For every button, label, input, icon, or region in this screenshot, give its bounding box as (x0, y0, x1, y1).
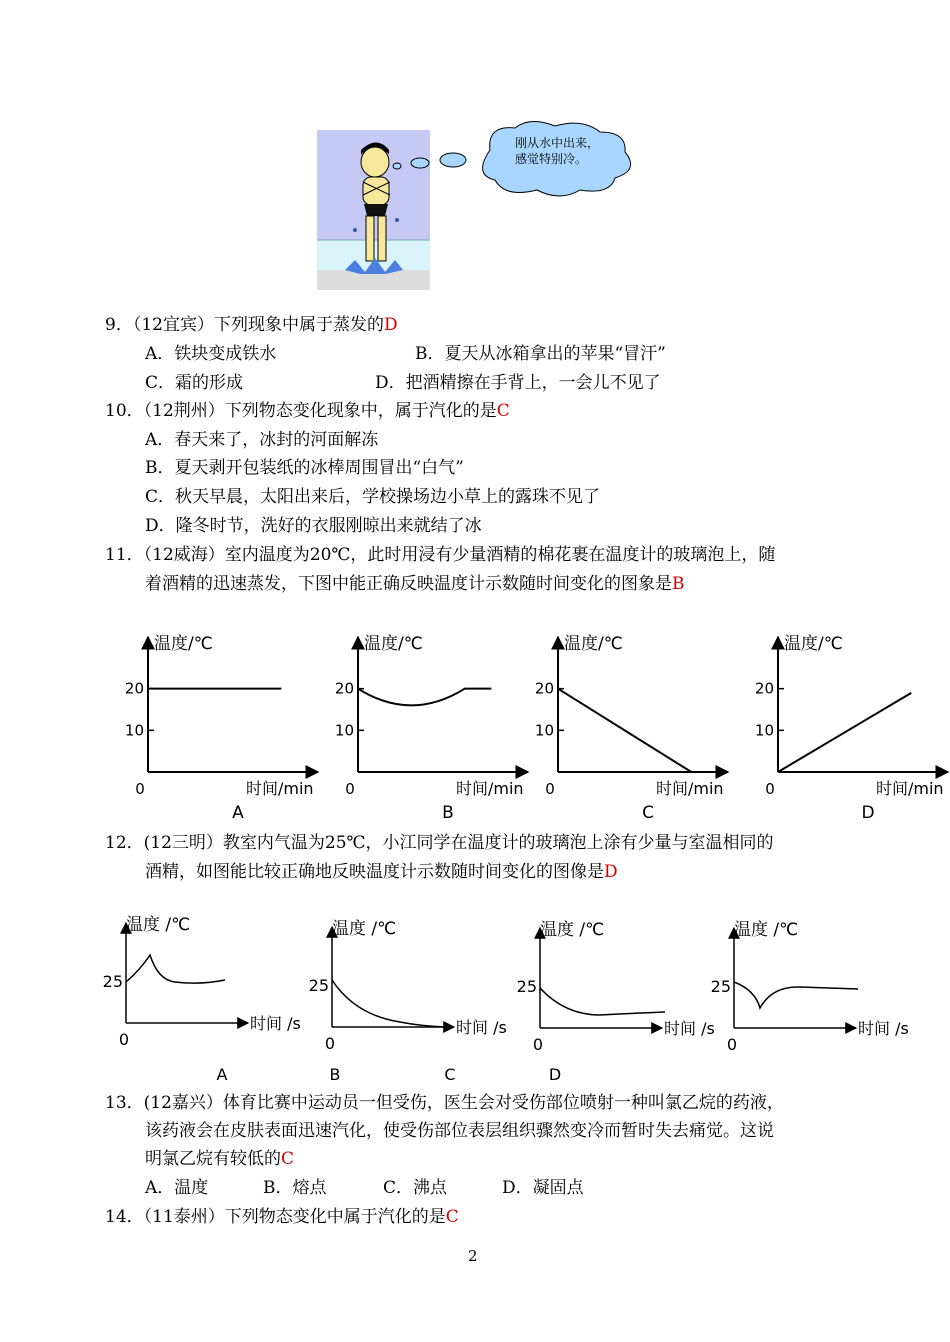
bubble-text-1: 刚从水中出来， (514, 136, 600, 150)
q12-b-origin: 0 (324, 1034, 336, 1053)
q9-option-c: C．霜的形成 (145, 373, 244, 393)
q11-b-panel-label: B (442, 803, 454, 823)
q13-stem-3: 明氯乙烷有较低的C (145, 1149, 295, 1169)
q11-d-origin: 0 (765, 780, 775, 798)
q9-stem: 9．（12宜宾）下列现象中属于蒸发的D (105, 315, 398, 335)
q11-a-x-label: 时间/min (246, 779, 314, 798)
q12-panel-label-b: B (329, 1065, 341, 1084)
q13-option-d: D．凝固点 (502, 1178, 584, 1198)
q11-c-tick-label-20: 20 (534, 679, 554, 698)
q12-c-tick-25: 25 (516, 977, 537, 996)
bubble-text-2: 感觉特别冷。 (514, 152, 588, 166)
q11-d-tick-label-10: 10 (754, 721, 774, 740)
q11-c-panel-label: C (642, 803, 654, 823)
q11-d-y-label: 温度/℃ (784, 634, 843, 654)
q11-a-tick-label-10: 10 (124, 721, 144, 740)
q12-panel-label-d: D (548, 1065, 562, 1084)
q10-option-d: D．隆冬时节，洗好的衣服刚晾出来就结了冰 (145, 516, 482, 536)
q11-b-x-label: 时间/min (456, 779, 524, 798)
q11-c-tick-label-10: 10 (534, 721, 554, 740)
q11-a-y-label: 温度/℃ (154, 634, 213, 654)
q11-b-tick-label-10: 10 (334, 721, 354, 740)
q13-stem-1: 13．(12嘉兴）体育比赛中运动员一但受伤，医生会对受伤部位喷射一种叫氯乙烷的药液， (105, 1093, 784, 1113)
q11-d-x-label: 时间/min (876, 779, 944, 798)
q12-b-curve (332, 980, 445, 1027)
q12-panel-label-c: C (444, 1065, 456, 1084)
q11-b-y-label: 温度/℃ (364, 634, 423, 654)
q13-option-b: B．熔点 (263, 1178, 327, 1198)
q11-b-tick-label-20: 20 (334, 679, 354, 698)
q12-panel-label-a: A (216, 1065, 228, 1084)
q12-c-y-label: 温度 /℃ (540, 920, 605, 940)
q12-d-y-label: 温度 /℃ (734, 920, 799, 940)
swimmer-illustration (315, 120, 640, 295)
q10-option-b: B．夏天剥开包装纸的冰棒周围冒出“白气” (145, 458, 464, 478)
q9-option-d: D．把酒精擦在手背上，一会儿不见了 (375, 373, 661, 393)
page-number: 2 (468, 1247, 478, 1265)
q12-d-curve (734, 982, 858, 1008)
q13-option-a: A．温度 (145, 1178, 209, 1198)
q11-a-tick-label-20: 20 (124, 679, 144, 698)
q11-b-series-line (358, 689, 491, 706)
q12-stem-2: 酒精，如图能比较正确地反映温度计示数随时间变化的图像是D (145, 862, 618, 882)
q12-c-origin: 0 (532, 1035, 544, 1054)
q12-d-x-label: 时间 /s (858, 1019, 909, 1038)
q13-option-c: C．沸点 (383, 1178, 448, 1198)
q14-stem: 14．（11泰州）下列物态变化中属于汽化的是C (105, 1207, 459, 1227)
q11-c-origin: 0 (545, 780, 555, 798)
q12-d-tick-25: 25 (710, 977, 731, 996)
q12-c-curve (540, 988, 665, 1015)
q11-stem-1: 11．（12威海）室内温度为20℃，此时用浸有少量酒精的棉花裹在温度计的玻璃泡上，随 (105, 545, 776, 565)
q9-option-b: B．夏天从冰箱拿出的苹果“冒汗” (415, 344, 666, 364)
q11-a-origin: 0 (135, 780, 145, 798)
q12-a-curve (126, 955, 225, 983)
q11-d-series-line (778, 693, 911, 772)
q12-a-tick-25: 25 (102, 972, 123, 991)
q12-charts (100, 910, 940, 1090)
q10-stem: 10．（12荆州）下列物态变化现象中，属于汽化的是C (105, 401, 510, 421)
q11-d-panel-label: D (861, 803, 875, 823)
q11-stem-2: 着酒精的迅速蒸发，下图中能正确反映温度计示数随时间变化的图象是B (145, 574, 685, 594)
q11-charts (110, 622, 950, 827)
q9-option-a: A．铁块变成铁水 (145, 344, 277, 364)
q12-a-y-label: 温度 /℃ (126, 915, 191, 935)
q12-stem-1: 12．(12三明）教室内气温为25℃，小江同学在温度计的玻璃泡上涂有少量与室温相同的 (105, 833, 774, 853)
q11-a-panel-label: A (232, 803, 244, 823)
q11-d-tick-label-20: 20 (754, 679, 774, 698)
q11-c-y-label: 温度/℃ (564, 634, 623, 654)
q12-d-origin: 0 (726, 1035, 738, 1054)
q10-option-a: A．春天来了，冰封的河面解冻 (145, 430, 379, 450)
q12-b-x-label: 时间 /s (456, 1018, 507, 1037)
q12-a-origin: 0 (118, 1030, 130, 1049)
q12-b-tick-25: 25 (308, 976, 329, 995)
q12-b-y-label: 温度 /℃ (332, 919, 397, 939)
q11-c-x-label: 时间/min (656, 779, 724, 798)
q13-stem-2: 该药液会在皮肤表面迅速汽化，使受伤部位表层组织骤然变冷而暂时失去痛觉。这说 (145, 1121, 774, 1141)
q11-c-series-line (558, 689, 691, 772)
q11-b-origin: 0 (345, 780, 355, 798)
q10-option-c: C．秋天早晨，太阳出来后，学校操场边小草上的露珠不见了 (145, 487, 601, 507)
q12-c-x-label: 时间 /s (664, 1019, 715, 1038)
q12-a-x-label: 时间 /s (250, 1014, 301, 1033)
